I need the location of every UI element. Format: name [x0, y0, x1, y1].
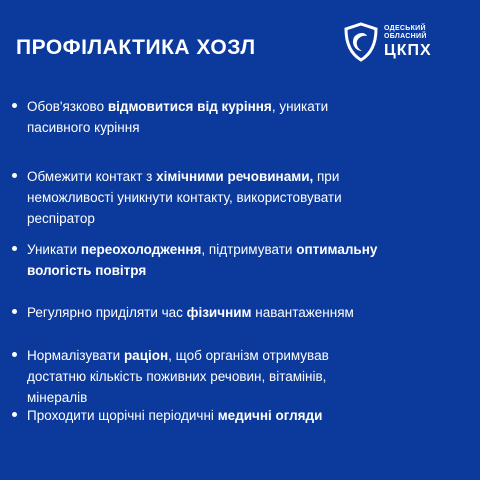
plain-text: Регулярно приділяти час — [27, 305, 187, 320]
plain-text: Обов'язково — [27, 99, 108, 114]
list-item-text — [27, 302, 387, 323]
list-item — [0, 166, 480, 229]
list-item-text — [27, 166, 387, 229]
plain-text: Проходити щорічні періодичні — [27, 408, 218, 423]
bullet-icon — [12, 103, 17, 108]
plain-text: Обмежити контакт з — [27, 169, 157, 184]
page-title: ПРОФІЛАКТИКА ХОЗЛ — [16, 36, 256, 59]
list-item-text — [27, 405, 387, 426]
bullet-icon — [12, 246, 17, 251]
organization-logo — [343, 22, 432, 62]
emphasis-text: оптимальну вологість повітря — [27, 242, 378, 278]
list-item — [0, 96, 480, 138]
emphasis-text: хімічними речовинами, — [156, 169, 314, 184]
plain-text: при неможливості уникнути контакту, використовувати респіратор — [27, 169, 342, 226]
plain-text: , підтримувати — [201, 242, 297, 257]
logo-line-1: ОДЕСЬКИЙ — [384, 24, 426, 32]
list-item-text — [27, 345, 387, 408]
logo-abbreviation: ЦКПХ — [384, 41, 432, 59]
emphasis-text: відмовитися від куріння — [107, 99, 272, 114]
list-item — [0, 302, 480, 323]
list-item — [0, 239, 480, 281]
bullet-icon — [12, 352, 17, 357]
emphasis-text: медичні огляди — [217, 408, 323, 423]
list-item-text — [27, 239, 387, 281]
bullet-icon — [12, 309, 17, 314]
list-item — [0, 345, 480, 408]
shield-icon — [343, 22, 379, 62]
bullet-icon — [12, 173, 17, 178]
list-item — [0, 405, 480, 426]
plain-text: , уникати пасивного куріння — [27, 99, 329, 135]
plain-text: Нормалізувати — [27, 348, 124, 363]
plain-text: , щоб організм отримував достатню кількість поживних речовин, вітамінів, мінералів — [27, 348, 329, 405]
plain-text: навантаженням — [251, 305, 354, 320]
logo-line-2: ОБЛАСНИЙ — [384, 32, 427, 40]
emphasis-text: фізичним — [186, 305, 252, 320]
bullet-icon — [12, 412, 17, 417]
emphasis-text: переохолодження — [80, 242, 202, 257]
emphasis-text: раціон — [123, 348, 169, 363]
list-item-text — [27, 96, 387, 138]
plain-text: Уникати — [27, 242, 81, 257]
